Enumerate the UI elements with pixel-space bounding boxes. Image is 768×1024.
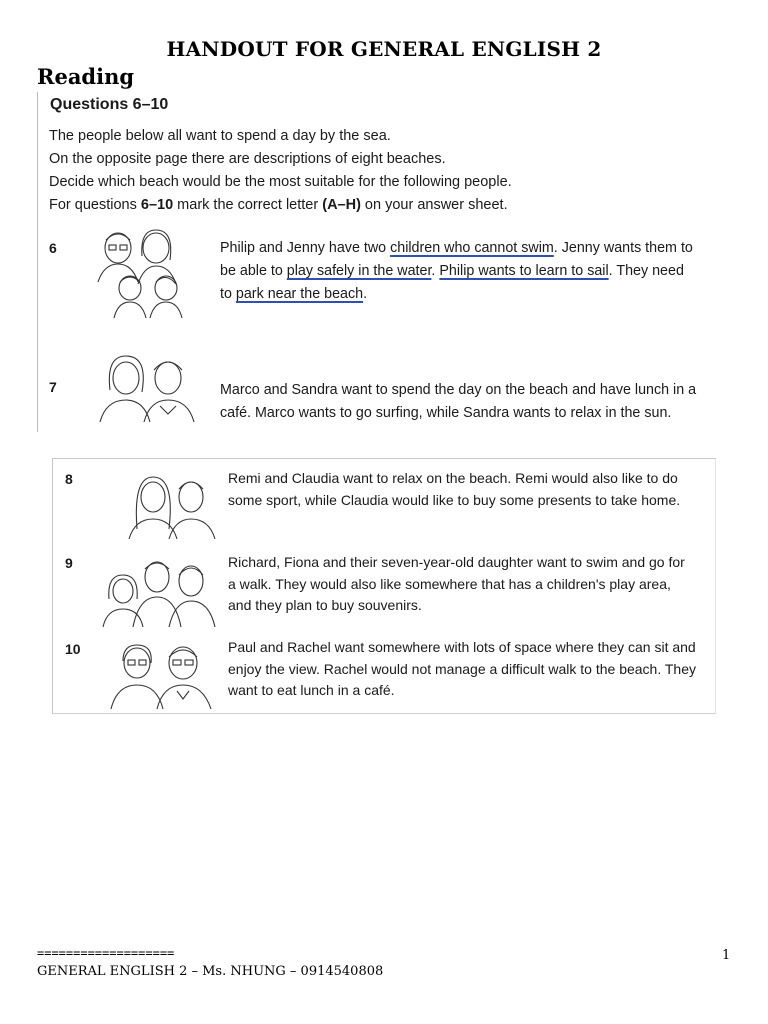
- instructions: [49, 125, 512, 217]
- question-10-text: Paul and Rachel want somewhere with lots of space where they can sit and enjoy the view. Rachel would not manage a difficult walk to the beach. They want to eat lunch in a café.: [228, 639, 696, 698]
- instruction-line: Decide which beach would be the most suitable for the following people.: [49, 174, 512, 190]
- footer-text: GENERAL ENGLISH 2 – Ms. NHUNG – 0914540808: [37, 964, 384, 979]
- page-title: HANDOUT FOR GENERAL ENGLISH 2: [166, 37, 602, 61]
- page-number: 1: [722, 948, 731, 963]
- scanned-questions-block-2: [52, 458, 716, 714]
- question-6-text: Philip and Jenny have two children who cannot swim. Jenny wants them to be able to play safely in the water. Philip wants to learn to sail. They need to park near the beach.: [220, 240, 693, 302]
- family-of-three-sketch-icon: [99, 555, 225, 627]
- couple-sketch-icon: [94, 350, 204, 424]
- footer-rule: ===================: [37, 946, 175, 960]
- question-number-6: 6: [49, 240, 57, 256]
- instruction-line: On the opposite page there are descriptions of eight beaches.: [49, 151, 446, 167]
- instruction-line: The people below all want to spend a day by the sea.: [49, 128, 391, 144]
- scanned-questions-block-1: [37, 92, 728, 432]
- section-heading: Reading: [37, 64, 135, 89]
- question-9-text: Richard, Fiona and their seven-year-old daughter want to swim and go for a walk. They would also like somewhere that has a children's play area, and they plan to buy souvenirs.: [228, 554, 685, 613]
- instruction-line: For questions 6–10 mark the correct letter (A–H) on your answer sheet.: [49, 197, 508, 213]
- older-couple-sketch-icon: [107, 639, 217, 709]
- questions-heading: Questions 6–10: [50, 96, 169, 113]
- question-number-8: 8: [65, 471, 73, 487]
- question-8-text: Remi and Claudia want to relax on the beach. Remi would also like to do some sport, while Claudia would like to buy some presents to take home.: [228, 470, 681, 508]
- couple-sketch-icon: [123, 473, 219, 539]
- question-number-7: 7: [49, 379, 57, 395]
- question-number-9: 9: [65, 555, 73, 571]
- question-7-text: Marco and Sandra want to spend the day on the beach and have lunch in a café. Marco wants to go surfing, while Sandra wants to relax in the sun.: [220, 382, 697, 421]
- family-of-four-sketch-icon: [84, 226, 214, 322]
- question-number-10: 10: [65, 641, 81, 657]
